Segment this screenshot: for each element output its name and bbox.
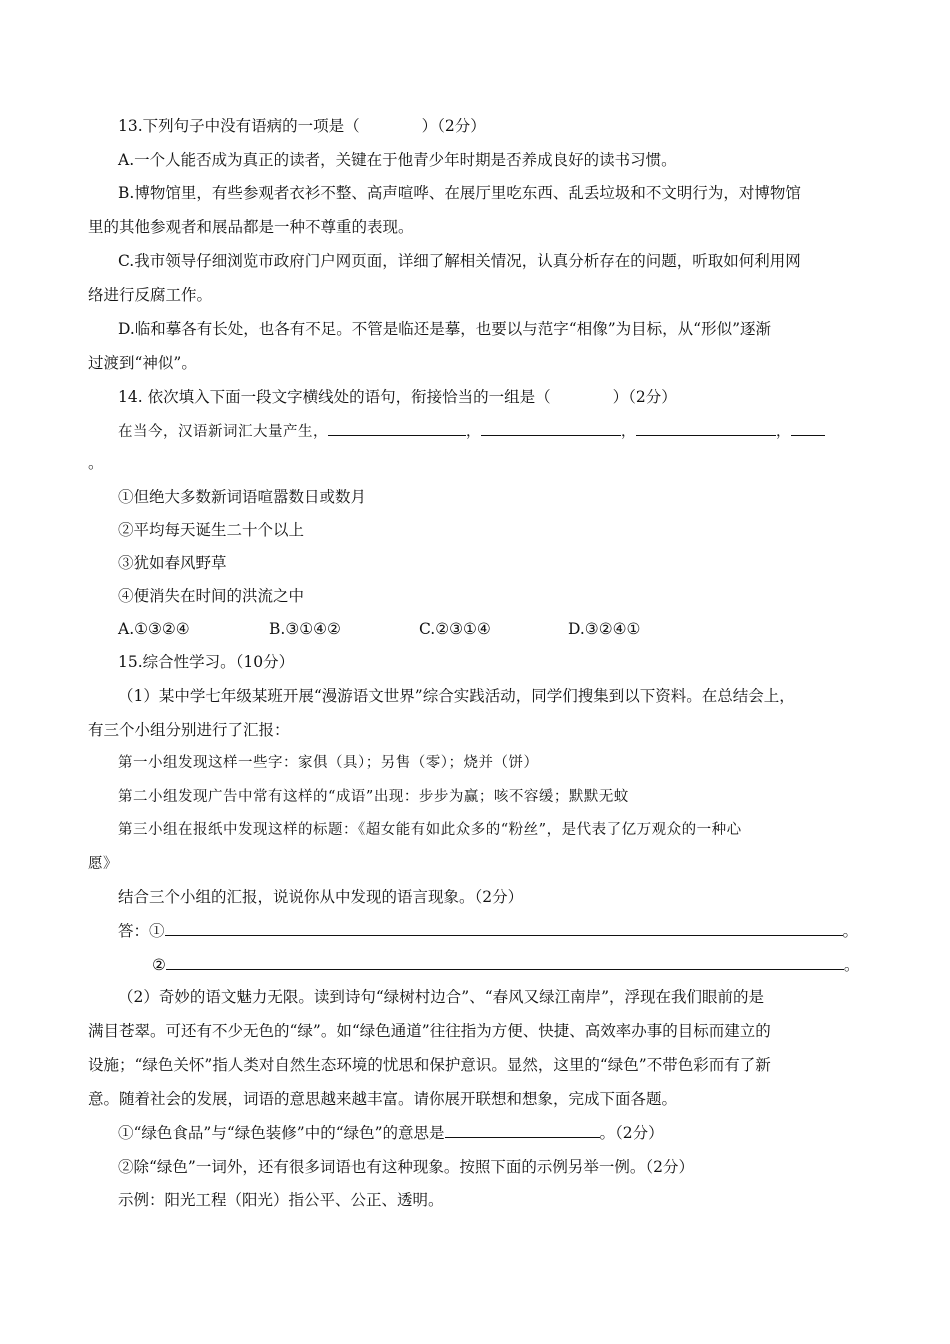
q15-group3-report-line2: 愿》 xyxy=(88,856,118,872)
q15-part1-line2: 有三个小组分别进行了汇报： xyxy=(88,721,290,739)
q13-option-b-line2: 里的其他参观者和展品都是一种不尊重的表现。 xyxy=(88,218,414,236)
q14-blank-4 xyxy=(791,421,825,436)
q15-part2-line3: 设施；“绿色关怀”指人类对自然生态环境的忧思和保护意识。显然，这里的“绿色”不带色彩而有了新 xyxy=(88,1056,771,1074)
q15-part1-line1: （1）某中学七年级某班开展“漫游语文世界”综合实践活动，同学们搜集到以下资料。在总结会上， xyxy=(118,687,795,705)
q13-option-c-line1: C.我市领导仔细浏览市政府门户网页面，详细了解相关情况，认真分析存在的问题，听取如何利用网 xyxy=(118,252,801,270)
q14-passage: 在当今，汉语新词汇大量产生， ， ， ， xyxy=(118,421,825,442)
q14-end-mark: 。 xyxy=(88,454,104,472)
q14-stem: 14. 依次填入下面一段文字横线处的语句，衔接恰当的一组是（ ）（2分） xyxy=(118,388,677,406)
q13-option-c-line2: 络进行反腐工作。 xyxy=(88,286,213,304)
q13-option-d-line2: 过渡到“神似”。 xyxy=(88,354,197,372)
subquestion-1-text: ①“绿色食品”与“绿色装修”中的“绿色”的意思是 xyxy=(118,1124,445,1142)
q15-example: 示例：阳光工程（阳光）指公平、公正、透明。 xyxy=(118,1191,444,1209)
q15-answer-line-1 xyxy=(118,921,858,941)
answer-label-1: 答：① xyxy=(118,922,165,940)
q14-blank-2 xyxy=(481,421,621,436)
q15-subquestion-1 xyxy=(118,1123,664,1143)
q15-part2-line2: 满目苍翠。可还有不少无色的“绿”。如“绿色通道”往往指为方便、快捷、高效率办事的目标而建立的 xyxy=(88,1022,771,1040)
q14-sentence-3: ③犹如春风野草 xyxy=(118,554,227,572)
answer-blank-2[interactable] xyxy=(166,955,844,970)
q14-option-c: C.②③①④ xyxy=(419,620,491,638)
q14-sentence-4: ④便消失在时间的洪流之中 xyxy=(118,587,305,605)
answer-period-1: 。 xyxy=(842,922,859,940)
answer-label-2: ② xyxy=(152,956,166,974)
q15-group2-report: 第二小组发现广告中常有这样的“成语”出现：步步为赢；咳不容缓；默默无蚊 xyxy=(118,789,629,805)
q15-group1-report: 第一小组发现这样一些字：家俱（具）；另售（零）；烧并（饼） xyxy=(118,755,539,771)
q15-part2-line4: 意。随着社会的发展，词语的意思越来越丰富。请你展开联想和想象，完成下面各题。 xyxy=(88,1090,678,1108)
q15-part2-line1: （2）奇妙的语文魅力无限。读到诗句“绿树村边合”、“春风又绿江南岸”，浮现在我们眼前的是 xyxy=(118,988,765,1006)
q14-sentence-2: ②平均每天诞生二十个以上 xyxy=(118,521,305,539)
q13-option-a: A.一个人能否成为真正的读者，关键在于他青少年时期是否养成良好的读书习惯。 xyxy=(118,151,677,169)
q15-group3-report-line1: 第三小组在报纸中发现这样的标题：《超女能有如此众多的“粉丝”，是代表了亿万观众的一种心 xyxy=(118,822,742,838)
q13-option-b-line1: B.博物馆里，有些参观者衣衫不整、高声喧哗、在展厅里吃东西、乱丢垃圾和不文明行为，对博物馆 xyxy=(118,184,801,202)
q14-blank-1 xyxy=(328,421,466,436)
subquestion-1-blank[interactable] xyxy=(445,1123,600,1138)
answer-period-2: 。 xyxy=(843,956,860,974)
q13-option-d-line1: D.临和摹各有长处，也各有不足。不管是临还是摹，也要以与范字“相像”为目标，从“形似”逐渐 xyxy=(118,320,772,338)
q14-passage-lead: 在当今，汉语新词汇大量产生， xyxy=(118,424,328,440)
q15-answer-line-2 xyxy=(152,955,859,975)
q15-stem: 15.综合性学习。（10分） xyxy=(118,653,295,671)
q14-option-a: A.①③②④ xyxy=(118,620,190,638)
q13-stem: 13.下列句子中没有语病的一项是（ ）（2分） xyxy=(118,117,486,135)
q15-part1-question: 结合三个小组的汇报，说说你从中发现的语言现象。（2分） xyxy=(118,888,524,906)
answer-blank-1[interactable] xyxy=(165,921,843,936)
q14-option-d: D.③②④① xyxy=(568,620,641,638)
q15-subquestion-2: ②除“绿色”一词外，还有很多词语也有这种现象。按照下面的示例另举一例。（2分） xyxy=(118,1158,694,1176)
q14-blank-3 xyxy=(636,421,776,436)
q14-option-b: B.③①④② xyxy=(269,620,341,638)
subquestion-1-score: 。（2分） xyxy=(599,1124,664,1142)
q14-sentence-1: ①但绝大多数新词语喧嚣数日或数月 xyxy=(118,488,367,506)
